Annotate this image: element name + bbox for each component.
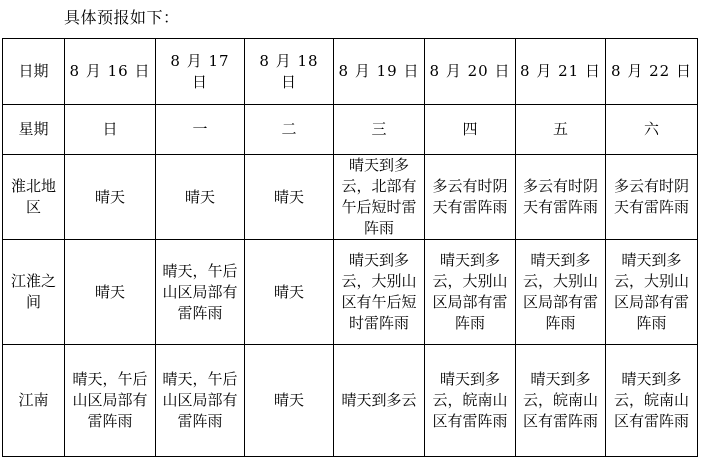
region-label: 淮北地区: [3, 155, 65, 240]
weekday-cell: 六: [606, 105, 698, 155]
forecast-cell: 多云有时阴天有雷阵雨: [516, 155, 606, 240]
region-row-jiangnan: [3, 345, 698, 457]
weekday-cell: 四: [425, 105, 516, 155]
forecast-cell: 多云有时阴天有雷阵雨: [425, 155, 516, 240]
weekday-cell: 五: [516, 105, 606, 155]
forecast-cell: 晴天到多云，大别山区局部有雷阵雨: [425, 240, 516, 345]
forecast-cell: 晴天: [156, 155, 245, 240]
weekday-cell: 三: [334, 105, 425, 155]
date-cell: 8 月 19 日: [334, 39, 425, 105]
date-cell: 8 月 16 日: [65, 39, 156, 105]
forecast-cell: 晴天到多云，大别山区局部有雷阵雨: [516, 240, 606, 345]
intro-text: 具体预报如下：: [64, 8, 180, 27]
forecast-cell: 晴天到多云，皖南山区有雷阵雨: [425, 345, 516, 457]
date-cell: 8 月 22 日: [606, 39, 698, 105]
forecast-cell: 晴天，午后山区局部有雷阵雨: [65, 345, 156, 457]
date-row: [3, 39, 698, 105]
forecast-cell: 晴天: [245, 155, 334, 240]
weekday-cell: 一: [156, 105, 245, 155]
region-label: 江淮之间: [3, 240, 65, 345]
forecast-cell: 晴天，午后山区局部有雷阵雨: [156, 240, 245, 345]
forecast-cell: 晴天: [65, 155, 156, 240]
forecast-cell: 晴天，午后山区局部有雷阵雨: [156, 345, 245, 457]
forecast-cell: 多云有时阴天有雷阵雨: [606, 155, 698, 240]
region-label: 江南: [3, 345, 65, 457]
date-cell: 8 月 21 日: [516, 39, 606, 105]
forecast-cell: 晴天到多云，皖南山区有雷阵雨: [516, 345, 606, 457]
forecast-cell: 晴天: [245, 240, 334, 345]
forecast-cell: 晴天到多云，大别山区有午后短时雷阵雨: [334, 240, 425, 345]
weekday-row: [3, 105, 698, 155]
region-row-jianghuai: [3, 240, 698, 345]
forecast-cell: 晴天到多云，北部有午后短时雷阵雨: [334, 155, 425, 240]
forecast-cell: 晴天: [65, 240, 156, 345]
date-cell: 8 月 18 日: [245, 39, 334, 105]
date-cell: 8 月 17 日: [156, 39, 245, 105]
forecast-cell: 晴天: [245, 345, 334, 457]
date-header: 日期: [3, 39, 65, 105]
weekday-header: 星期: [3, 105, 65, 155]
forecast-cell: 晴天到多云，大别山区局部有雷阵雨: [606, 240, 698, 345]
date-cell: 8 月 20 日: [425, 39, 516, 105]
forecast-cell: 晴天到多云: [334, 345, 425, 457]
region-row-huaibei: [3, 155, 698, 240]
weekday-cell: 日: [65, 105, 156, 155]
weekday-cell: 二: [245, 105, 334, 155]
forecast-table: [2, 38, 698, 457]
forecast-cell: 晴天到多云，皖南山区有雷阵雨: [606, 345, 698, 457]
